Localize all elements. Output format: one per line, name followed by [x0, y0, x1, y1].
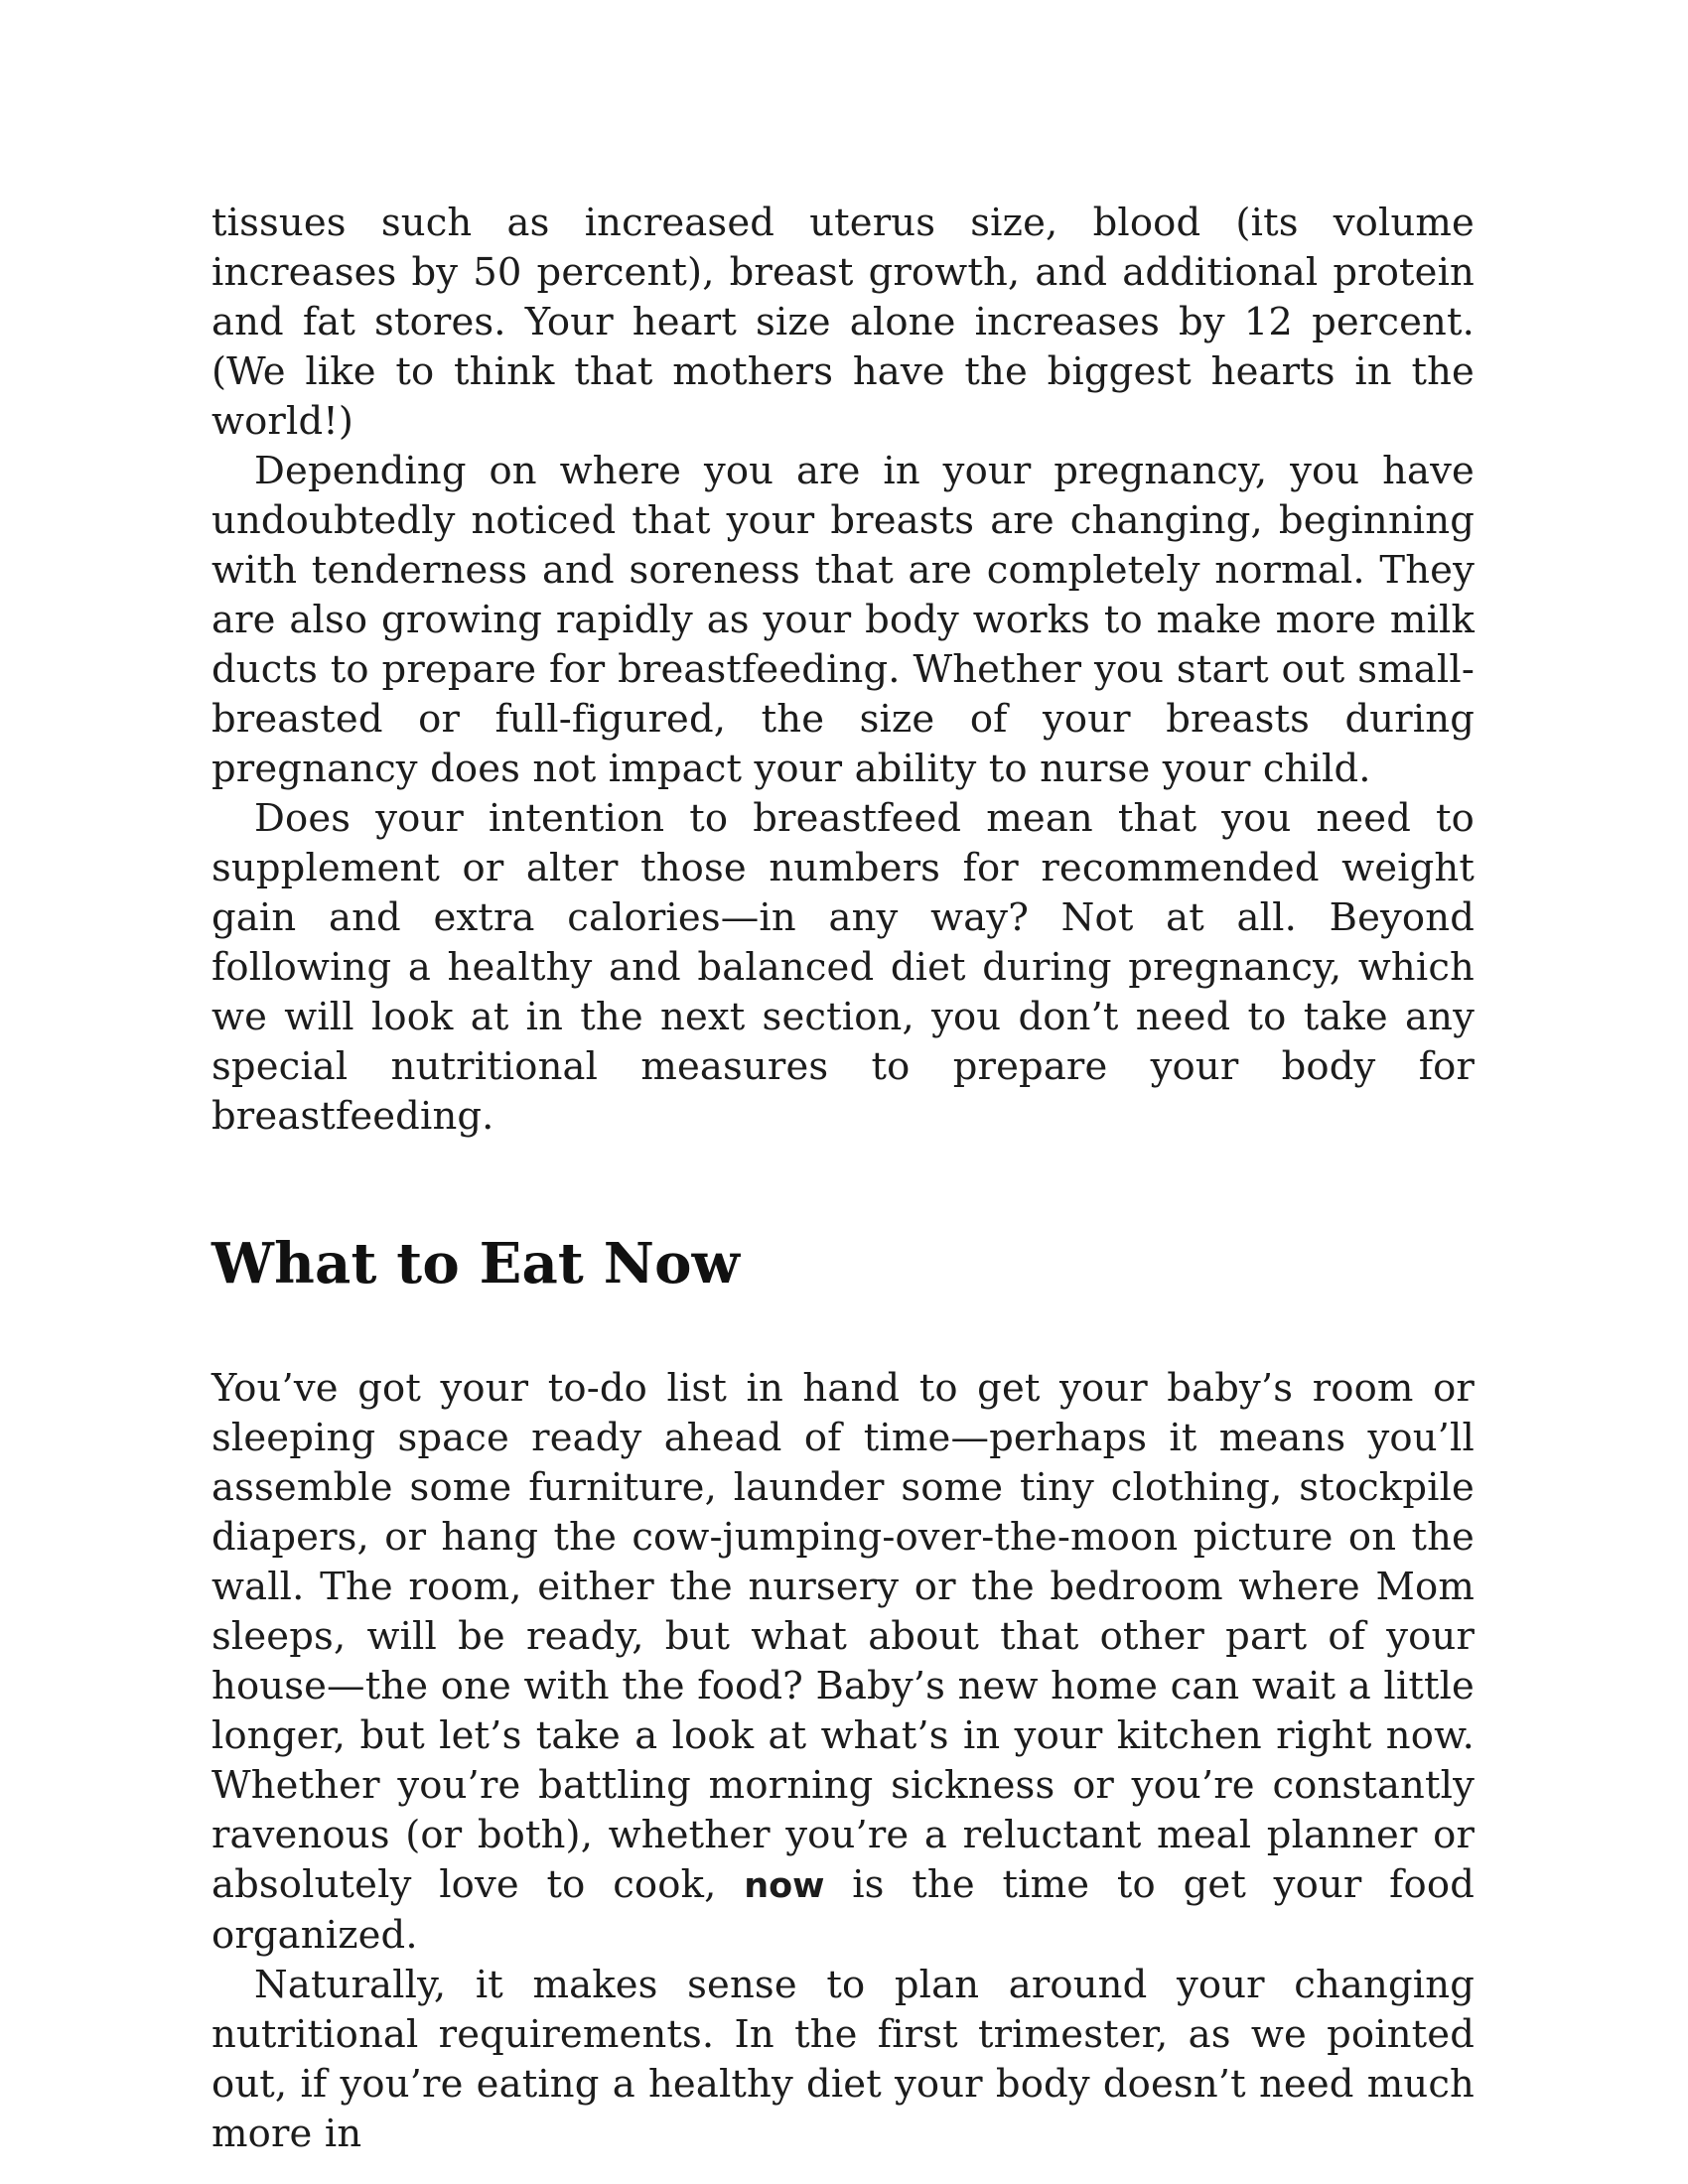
- section-heading: What to Eat Now: [211, 1231, 741, 1297]
- paragraph-breastfeeding-intention: Does your intention to breastfeed mean that you need to supplement or alter those numbers for recommended weight gain and extra calories—in any way? Not at all. Beyond following a healthy and balanced diet during pregnancy, which we will look at in the next section, you don’t need to take any special nutritional measures to prepare your body for breastfeeding.: [211, 796, 1475, 1139]
- paragraph-food-organized-tail: is the time to get your food organized.: [211, 1862, 1475, 1958]
- paragraph-food-organized-text: You’ve got your to-do list in hand to get your baby’s room or sleeping space ready ahead of time—perhaps it means you’ll assemble some furniture, launder some tiny clothing, stockpile diapers, or hang the cow-jumping-over-the-moon picture on the wall. The room, either the nursery or the bedroom where Mom sleeps, will be ready, but what about that other part of your house—the one with the food? Baby’s new home can wait a little longer, but let’s take a look at what’s in your kitchen right now. Whether you’re battling morning sickness or you’re constantly ravenous (or both), whether you’re a reluctant meal planner or absolutely love to cook,: [211, 1366, 1475, 1907]
- paragraph-breast-changes: Depending on where you are in your pregnancy, you have undoubtedly noticed that your breasts are changing, beginning with tenderness and soreness that are completely normal. They are also growing rapidly as your body works to make more milk ducts to prepare for breastfeeding. Whether you start out small-breasted or full-figured, the size of your breasts during pregnancy does not impact your ability to nurse your child.: [211, 449, 1475, 791]
- page-body: [211, 199, 1475, 2159]
- paragraph-food-organized: [211, 1364, 1475, 1961]
- paragraph-continued: tissues such as increased uterus size, blood (its volume increases by 50 percent), breast growth, and additional protein and fat stores. Your heart size alone increases by 12 percent. (We like to think that mothers have the biggest hearts in the world!): [211, 201, 1475, 444]
- emphasis-now: now: [744, 1866, 825, 1906]
- paragraph-nutritional-requirements: Naturally, it makes sense to plan around your changing nutritional requirements. In the first trimester, as we pointed out, if you’re eating a healthy diet your body doesn’t need much more in: [211, 1963, 1475, 2156]
